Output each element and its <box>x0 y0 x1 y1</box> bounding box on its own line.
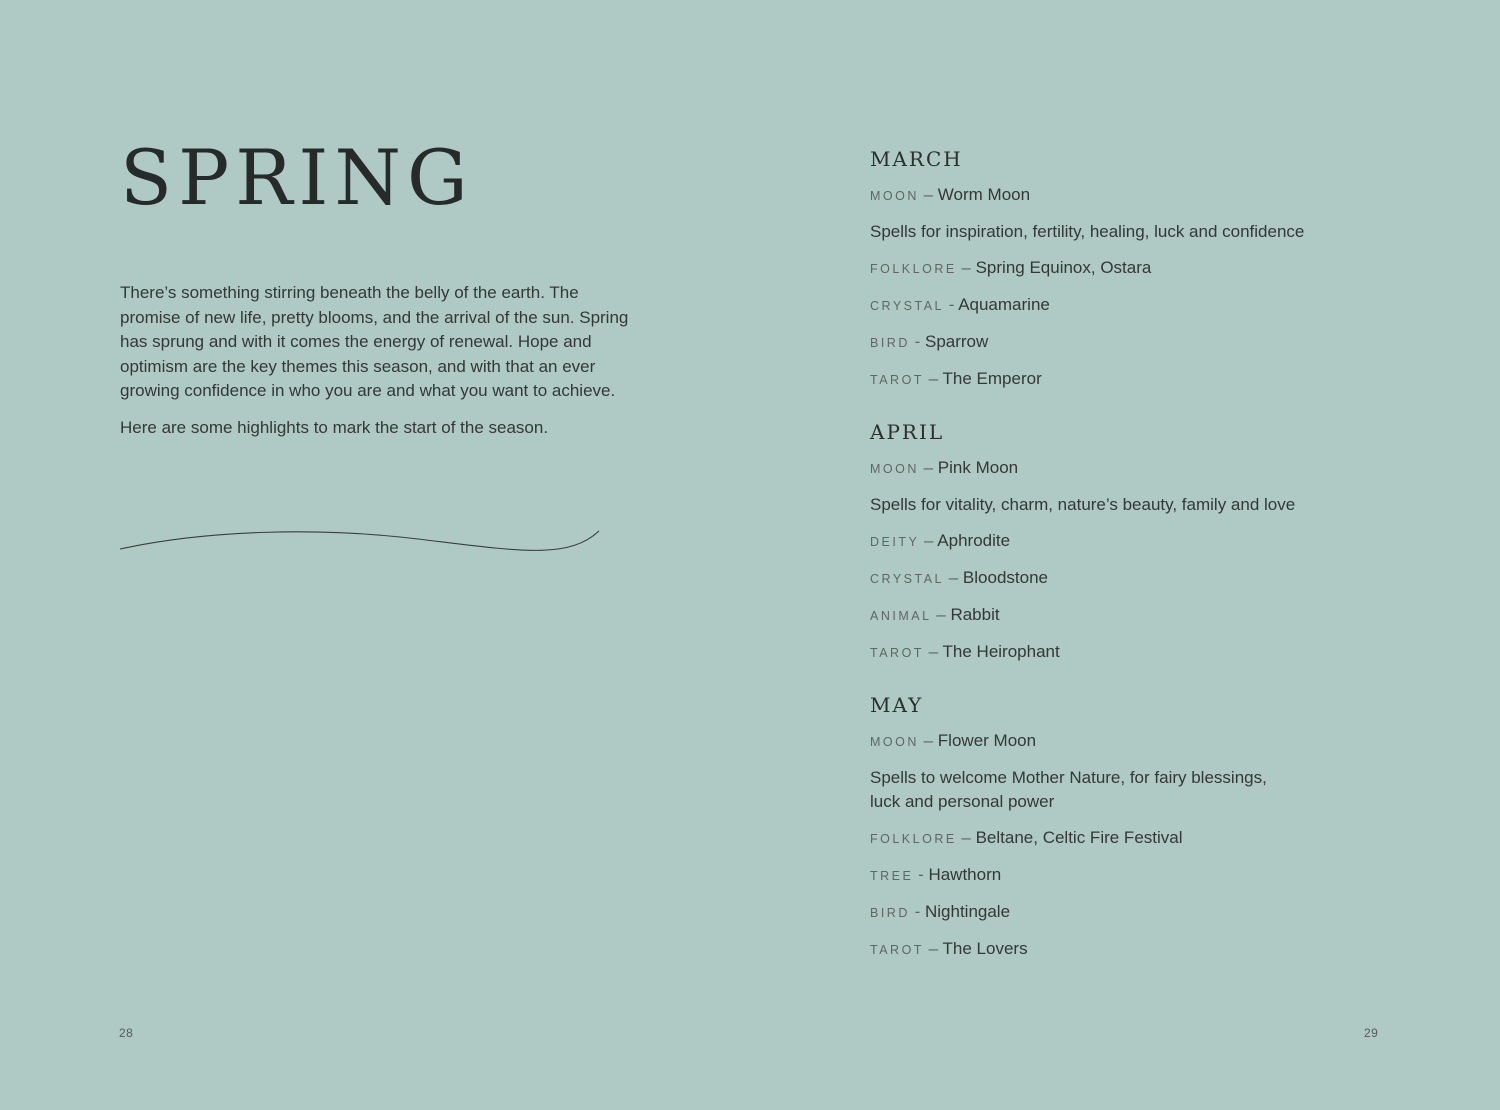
month-may <box>870 691 1390 962</box>
entry-value: Aphrodite <box>937 531 1011 550</box>
spells-line: Spells to welcome Mother Nature, for fairy blessings, <box>870 768 1267 787</box>
entry-separator: - <box>944 295 959 314</box>
folklore-entry <box>870 826 1390 851</box>
entry-label: TAROT <box>870 646 924 660</box>
entry-value: Flower Moon <box>937 731 1037 750</box>
crystal-entry <box>870 293 1390 318</box>
month-april <box>870 418 1390 665</box>
entry-value: Beltane, Celtic Fire Festival <box>975 828 1183 847</box>
entry-label: TAROT <box>870 943 924 957</box>
entry-label: CRYSTAL <box>870 572 945 586</box>
entry-separator: – <box>931 605 951 624</box>
entry-value: The Lovers <box>942 939 1028 958</box>
entry-separator: – <box>923 642 943 661</box>
spells-line: luck and personal power <box>870 792 1055 811</box>
tarot-entry <box>870 937 1390 962</box>
entry-label: BIRD <box>870 906 910 920</box>
entry-label: TAROT <box>870 373 924 387</box>
entry-separator: – <box>919 531 938 550</box>
entry-separator: – <box>956 828 976 847</box>
entry-value: Nightingale <box>924 902 1011 921</box>
crystal-entry <box>870 566 1390 591</box>
entry-label: MOON <box>870 735 919 749</box>
folklore-entry <box>870 256 1390 281</box>
entry-value: Pink Moon <box>937 458 1019 477</box>
entry-value: Sparrow <box>924 332 989 351</box>
entry-label: ANIMAL <box>870 609 932 623</box>
entry-label: CRYSTAL <box>870 299 945 313</box>
entry-label: DEITY <box>870 535 920 549</box>
deity-entry <box>870 529 1390 554</box>
wave-divider <box>118 522 602 558</box>
intro-paragraph: Here are some highlights to mark the start of the season. <box>120 417 549 437</box>
moon-entry <box>870 183 1390 208</box>
entry-value: Rabbit <box>950 605 1000 624</box>
entry-label: MOON <box>870 462 919 476</box>
months-list <box>870 145 1390 988</box>
page-number-left: 28 <box>119 1026 134 1040</box>
entry-value: Worm Moon <box>937 185 1031 204</box>
entry-separator: – <box>956 258 976 277</box>
entry-value: Aquamarine <box>958 295 1050 314</box>
tree-entry <box>870 863 1390 888</box>
entry-separator: – <box>918 458 938 477</box>
entry-value: Hawthorn <box>928 865 1002 884</box>
intro-text <box>120 281 640 452</box>
entry-separator: – <box>923 939 943 958</box>
spells-entry: Spells for inspiration, fertility, healing, luck and confidence <box>870 222 1305 241</box>
spells-entry <box>870 766 1390 814</box>
moon-entry <box>870 456 1390 481</box>
tarot-entry <box>870 640 1390 665</box>
tarot-entry <box>870 367 1390 392</box>
entry-separator: – <box>944 568 963 587</box>
bird-entry <box>870 330 1390 355</box>
month-heading: MAY <box>870 693 924 717</box>
intro-paragraph: There’s something stirring beneath the belly of the earth. The promise of new life, pretty blooms, and the arrival of the sun. Spring has sprung and with it comes the energy of renewal. Hope and optimism are the key themes this season, and with that an ever growing confidence in who you are and what you want to achieve. <box>120 283 629 400</box>
entry-value: The Heirophant <box>942 642 1060 661</box>
month-march <box>870 145 1390 392</box>
entry-label: MOON <box>870 189 919 203</box>
entry-separator: - <box>913 865 929 884</box>
entry-value: Bloodstone <box>962 568 1048 587</box>
entry-separator: – <box>923 369 943 388</box>
entry-separator: – <box>918 731 938 750</box>
spells-entry: Spells for vitality, charm, nature’s beauty, family and love <box>870 495 1296 514</box>
entry-label: FOLKLORE <box>870 832 957 846</box>
page-number-right: 29 <box>1364 1026 1379 1040</box>
entry-separator: - <box>909 332 925 351</box>
moon-entry <box>870 729 1390 754</box>
entry-value: Spring Equinox, Ostara <box>975 258 1152 277</box>
entry-separator: - <box>909 902 925 921</box>
month-heading: MARCH <box>870 147 963 171</box>
right-page <box>750 0 1500 1110</box>
month-heading: APRIL <box>870 420 945 444</box>
page-title: SPRING <box>120 133 474 222</box>
bird-entry <box>870 900 1390 925</box>
animal-entry <box>870 603 1390 628</box>
entry-value: The Emperor <box>942 369 1042 388</box>
entry-label: BIRD <box>870 336 910 350</box>
entry-separator: – <box>918 185 938 204</box>
entry-label: FOLKLORE <box>870 262 957 276</box>
entry-label: TREE <box>870 869 914 883</box>
